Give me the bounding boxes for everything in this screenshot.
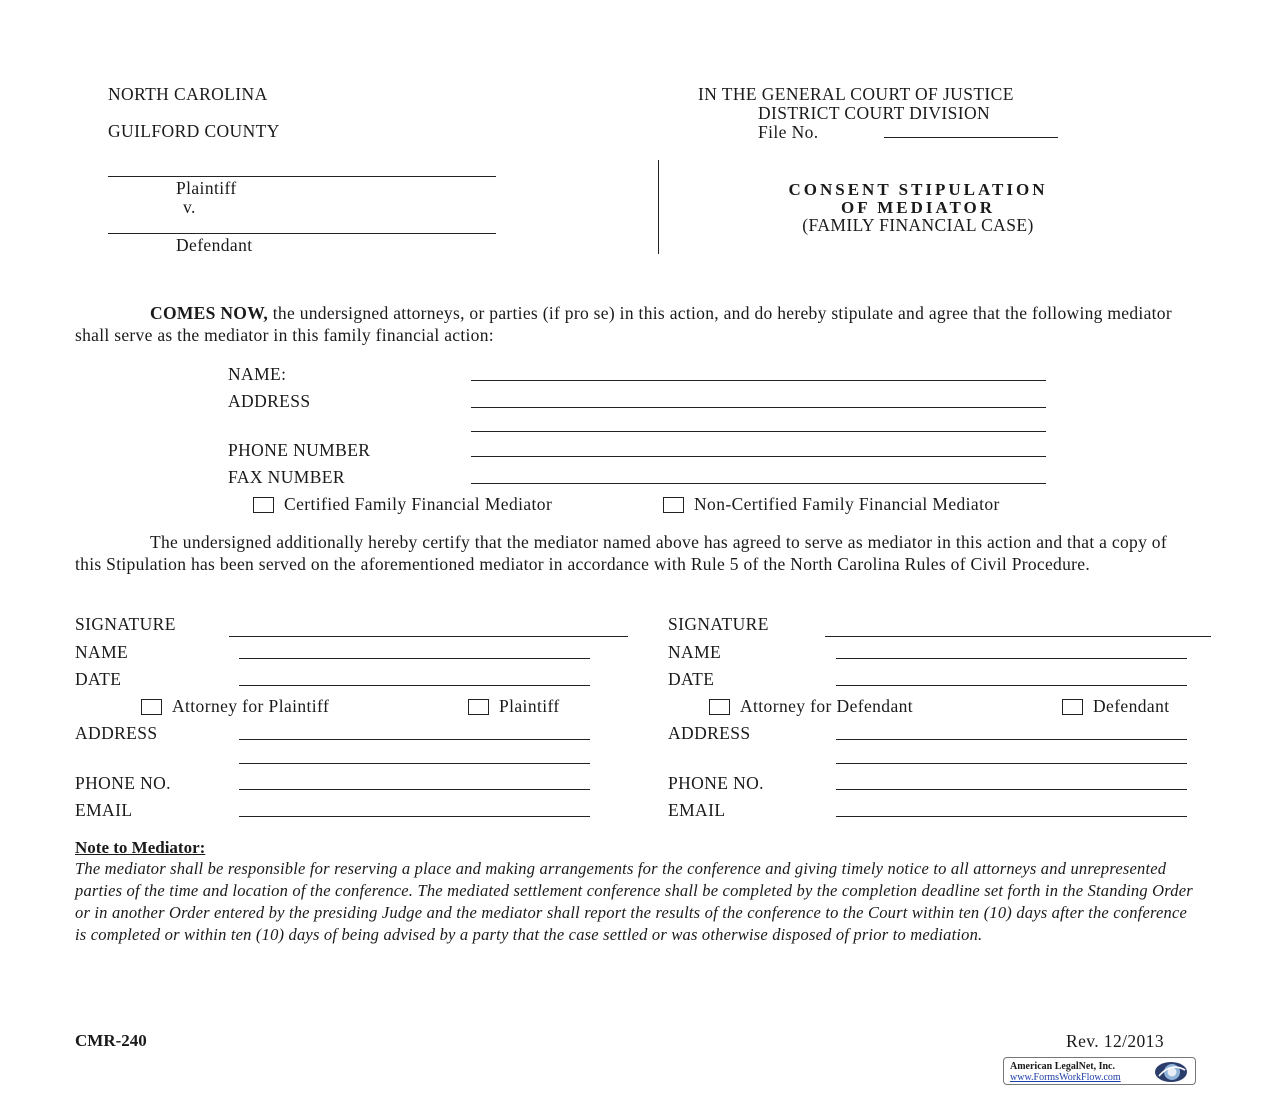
right-email-field[interactable] bbox=[836, 816, 1187, 817]
noncertified-mediator-label: Non-Certified Family Financial Mediator bbox=[694, 494, 1000, 514]
left-name-label: NAME bbox=[75, 642, 129, 662]
right-address-label: ADDRESS bbox=[668, 723, 751, 743]
left-name-field[interactable] bbox=[239, 658, 590, 659]
left-address-field-2[interactable] bbox=[239, 763, 590, 764]
right-email-label: EMAIL bbox=[668, 800, 726, 820]
mediator-name-label: NAME: bbox=[228, 364, 287, 384]
intro-lead: COMES NOW, bbox=[150, 303, 269, 323]
caption-subtitle: (FAMILY FINANCIAL CASE) bbox=[802, 215, 1034, 235]
note-body: The mediator shall be responsible for reserving a place and making arrangements for the conference and giving timely notice to all attorneys and unrepresented parties of the time and location of the conference. The mediated settlement conference shall be completed by the completion deadline set forth in the Standing Order or in another Order entered by the presiding Judge and the mediator shall report the results of the conference to the Court within ten (10) days after the conference is completed or within ten (10) days of being advised by a party that the case settled or was otherwise disposed of prior to mediation. bbox=[75, 859, 1193, 944]
form-id: CMR-240 bbox=[75, 1031, 147, 1050]
logo-company: American LegalNet, Inc. bbox=[1010, 1061, 1115, 1072]
left-signature-label: SIGNATURE bbox=[75, 614, 176, 634]
certified-mediator-label: Certified Family Financial Mediator bbox=[284, 494, 553, 514]
right-name-field[interactable] bbox=[836, 658, 1187, 659]
county-name: GUILFORD COUNTY bbox=[108, 121, 280, 141]
left-signature-field[interactable] bbox=[229, 636, 628, 637]
mediator-fax-label: FAX NUMBER bbox=[228, 467, 345, 487]
file-no-field[interactable] bbox=[884, 137, 1058, 138]
court-line2: DISTRICT COURT DIVISION bbox=[758, 103, 991, 123]
revision-date: Rev. 12/2013 bbox=[1066, 1031, 1164, 1051]
left-address-field-1[interactable] bbox=[239, 739, 590, 740]
publisher-logo bbox=[1003, 1057, 1196, 1085]
caption-divider bbox=[658, 160, 659, 254]
certification-paragraph: The undersigned additionally hereby certify that the mediator named above has agreed to serve as mediator in this action and that a copy of this Stipulation has been served on the aforementioned mediator in accordance with Rule 5 of the North Carolina Rules of Civil Procedure. bbox=[75, 532, 1167, 574]
right-name-label: NAME bbox=[668, 642, 722, 662]
caption-title-line2: OF MEDIATOR bbox=[840, 198, 996, 217]
defendant-role-label: Defendant bbox=[1093, 696, 1170, 716]
noncertified-mediator-checkbox[interactable] bbox=[663, 497, 684, 513]
logo-url-link[interactable]: www.FormsWorkFlow.com bbox=[1010, 1072, 1121, 1083]
left-phone-label: PHONE NO. bbox=[75, 773, 171, 793]
court-line1: IN THE GENERAL COURT OF JUSTICE bbox=[698, 84, 1014, 104]
mediator-address-field-1[interactable] bbox=[471, 407, 1046, 408]
versus-label: v. bbox=[183, 197, 196, 217]
plaintiff-role-label: Plaintiff bbox=[499, 696, 560, 716]
attorney-for-defendant-label: Attorney for Defendant bbox=[740, 696, 914, 716]
left-date-field[interactable] bbox=[239, 685, 590, 686]
left-date-label: DATE bbox=[75, 669, 122, 689]
mediator-fax-field[interactable] bbox=[471, 483, 1046, 484]
right-address-field-1[interactable] bbox=[836, 739, 1187, 740]
right-date-field[interactable] bbox=[836, 685, 1187, 686]
attorney-for-defendant-checkbox[interactable] bbox=[709, 699, 730, 715]
left-email-field[interactable] bbox=[239, 816, 590, 817]
plaintiff-label: Plaintiff bbox=[176, 178, 237, 198]
attorney-for-plaintiff-checkbox[interactable] bbox=[141, 699, 162, 715]
mediator-address-label: ADDRESS bbox=[228, 391, 311, 411]
mediator-phone-field[interactable] bbox=[471, 456, 1046, 457]
plaintiff-checkbox[interactable] bbox=[468, 699, 489, 715]
right-signature-label: SIGNATURE bbox=[668, 614, 769, 634]
caption-title-line1: CONSENT STIPULATION bbox=[788, 180, 1048, 199]
right-address-field-2[interactable] bbox=[836, 763, 1187, 764]
mediator-phone-label: PHONE NUMBER bbox=[228, 440, 371, 460]
note-heading: Note to Mediator: bbox=[75, 838, 206, 857]
right-phone-field[interactable] bbox=[836, 789, 1187, 790]
globe-icon bbox=[1153, 1060, 1189, 1084]
defendant-name-field[interactable] bbox=[108, 233, 496, 234]
left-email-label: EMAIL bbox=[75, 800, 133, 820]
defendant-label: Defendant bbox=[176, 235, 253, 255]
intro-paragraph bbox=[75, 302, 1195, 346]
right-phone-label: PHONE NO. bbox=[668, 773, 764, 793]
state-name: NORTH CAROLINA bbox=[108, 84, 268, 104]
plaintiff-name-field[interactable] bbox=[108, 176, 496, 177]
attorney-for-plaintiff-label: Attorney for Plaintiff bbox=[172, 696, 330, 716]
certified-mediator-checkbox[interactable] bbox=[253, 497, 274, 513]
intro-text: the undersigned attorneys, or parties (if pro se) in this action, and do hereby stipulate and agree that the following mediator shall serve as the mediator in this family financial action: bbox=[75, 303, 1172, 345]
mediator-name-field[interactable] bbox=[471, 380, 1046, 381]
right-date-label: DATE bbox=[668, 669, 715, 689]
defendant-checkbox[interactable] bbox=[1062, 699, 1083, 715]
left-phone-field[interactable] bbox=[239, 789, 590, 790]
mediator-address-field-2[interactable] bbox=[471, 431, 1046, 432]
left-address-label: ADDRESS bbox=[75, 723, 158, 743]
file-no-label: File No. bbox=[758, 122, 819, 142]
right-signature-field[interactable] bbox=[825, 636, 1211, 637]
